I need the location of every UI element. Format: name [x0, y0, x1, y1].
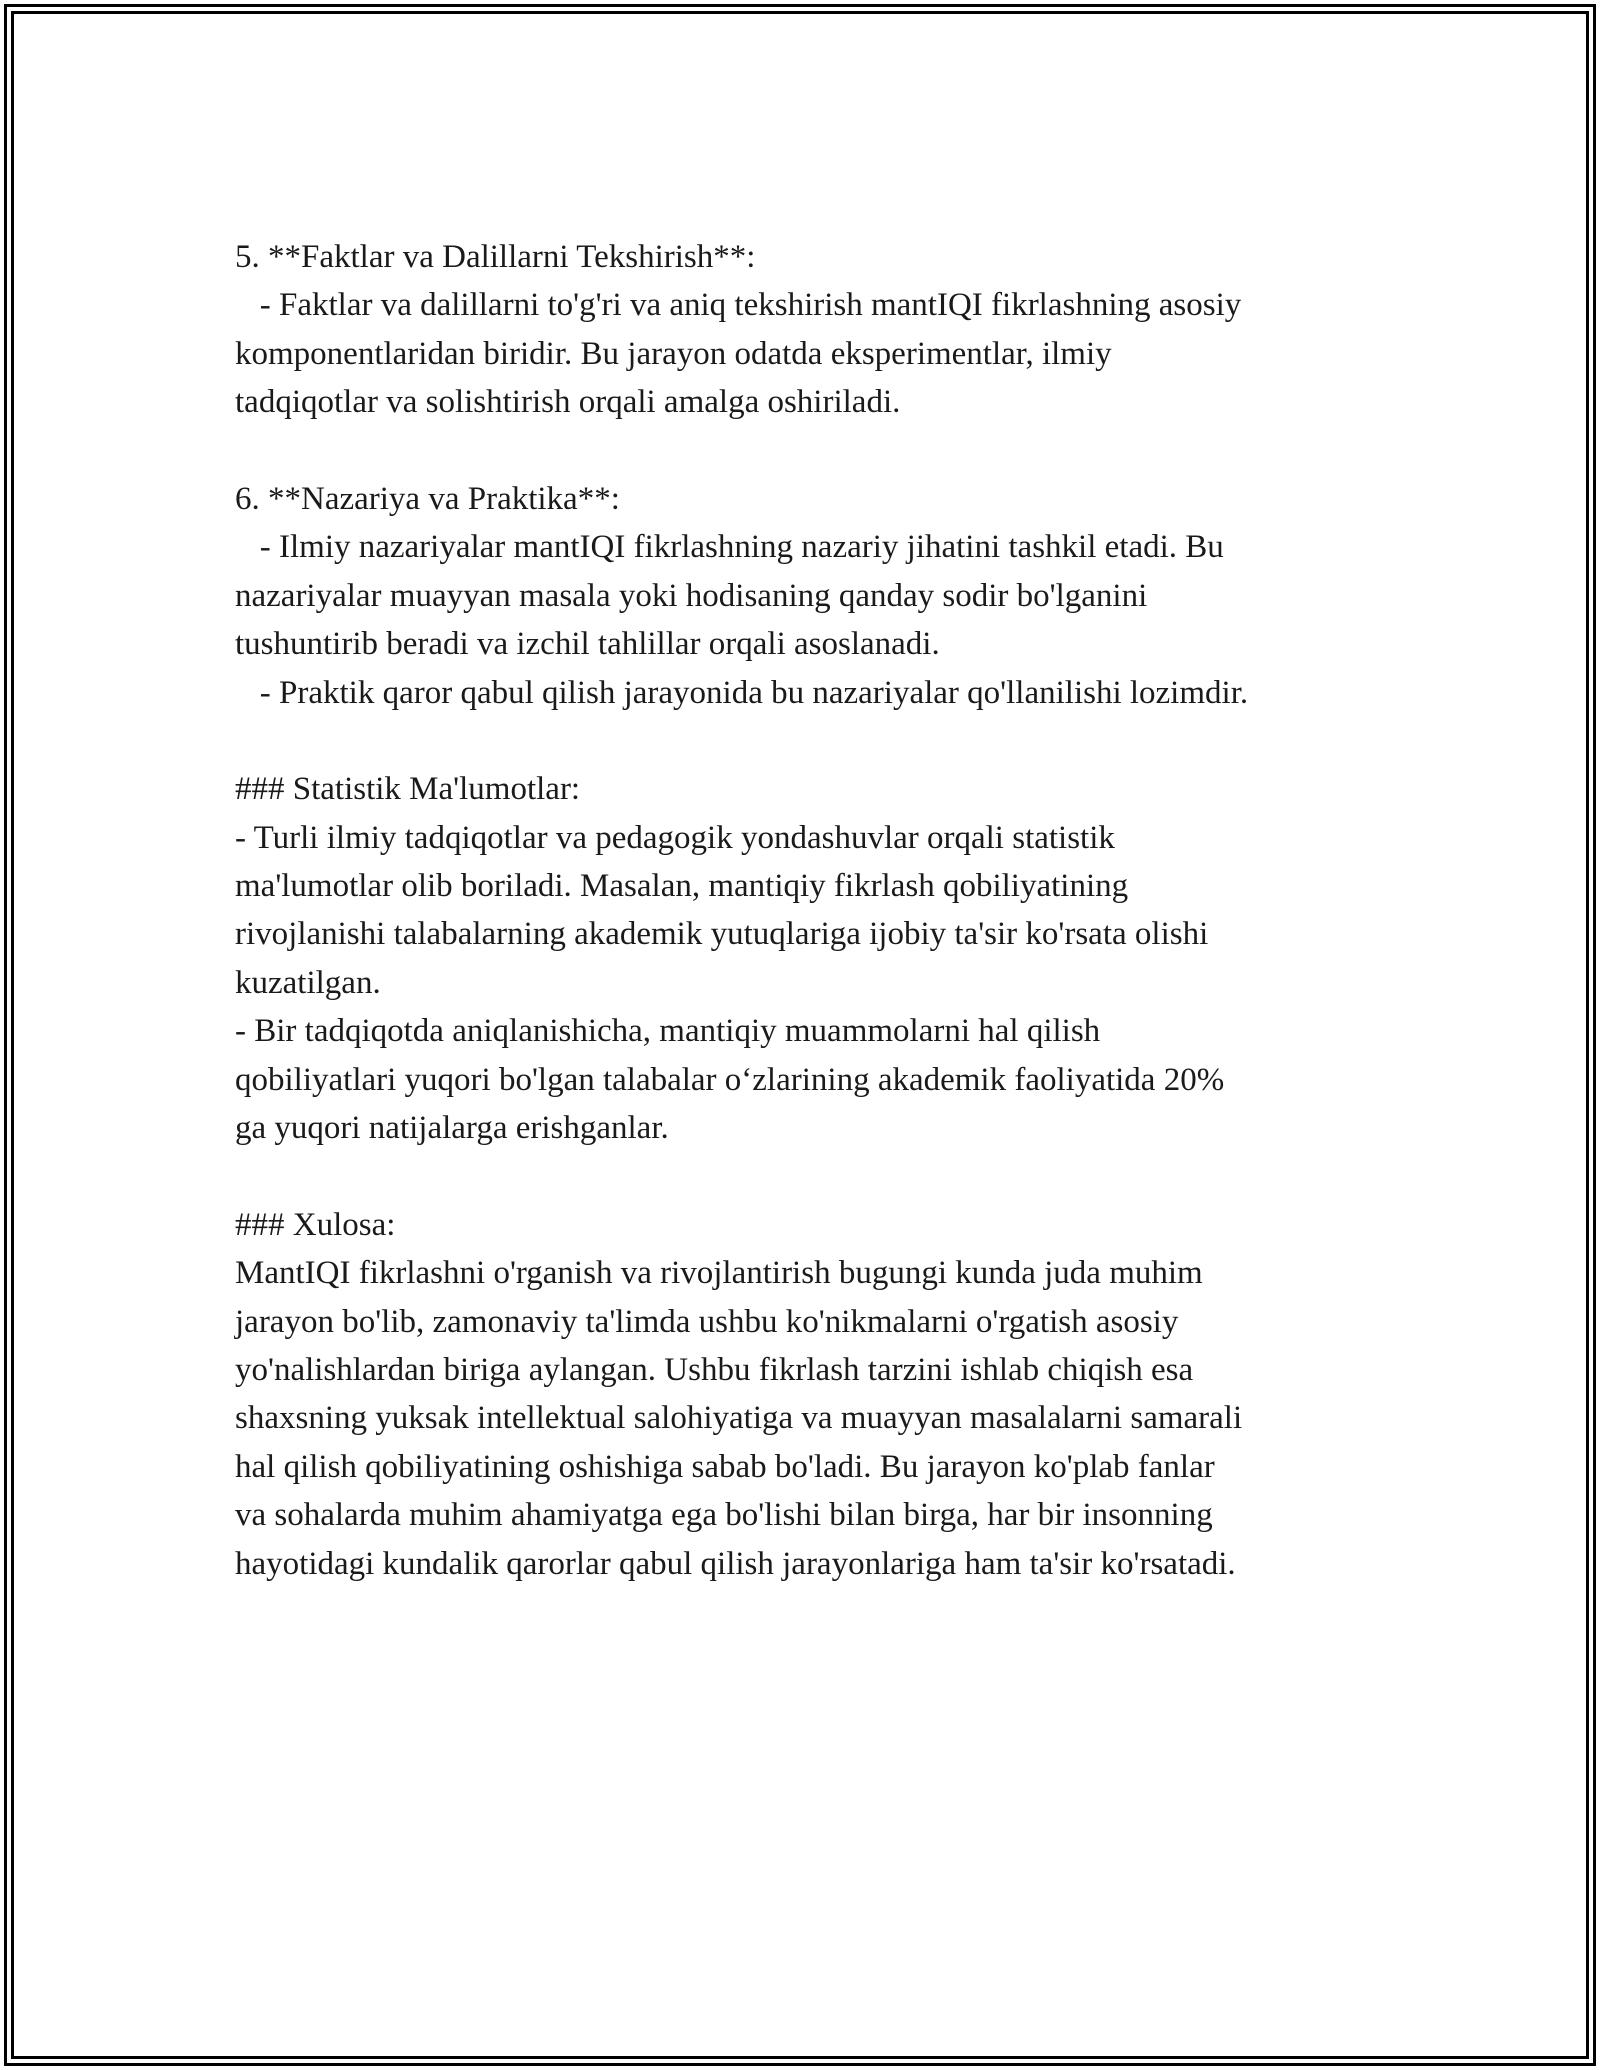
document-body: [235, 233, 1415, 1588]
conclusion-text-line: hal qilish qobiliyatining oshishiga sabab bo'ladi. Bu jarayon ko'plab fanlar: [235, 1448, 1215, 1485]
statistics-bullet-line: - Turli ilmiy tadqiqotlar va pedagogik yondashuvlar orqali statistik: [235, 819, 1115, 856]
statistics-text-line: rivojlanishi talabalarning akademik yutuqlariga ijobiy ta'sir ko'rsata olishi: [235, 916, 1209, 953]
statistics-heading: ### Statistik Ma'lumotlar:: [235, 771, 581, 808]
blank-line: [235, 427, 1415, 475]
conclusion-text-line: MantIQI fikrlashni o'rganish va rivojlantirish bugungi kunda juda muhim: [235, 1255, 1203, 1292]
section-5-bullet-line: - Faktlar va dalillarni to'g'ri va aniq tekshirish mantIQI fikrlashning asosiy: [235, 287, 1242, 324]
statistics-text-line: qobiliyatlari yuqori bo'lgan talabalar o‘zlarining akademik faoliyatida 20%: [235, 1061, 1225, 1098]
section-6-text-line: nazariyalar muayyan masala yoki hodisaning qanday sodir bo'lganini: [235, 577, 1148, 614]
conclusion-text-line: jarayon bo'lib, zamonaviy ta'limda ushbu ko'nikmalarni o'rgatish asosiy: [235, 1303, 1179, 1340]
section-6-text-line: tushuntirib beradi va izchil tahlillar orqali asoslanadi.: [235, 626, 940, 663]
statistics-text-line: kuzatilgan.: [235, 964, 381, 1001]
section-5-text-line: tadqiqotlar va solishtirish orqali amalga oshiriladi.: [235, 384, 901, 421]
blank-line: [235, 717, 1415, 765]
statistics-text-line: ma'lumotlar olib boriladi. Masalan, mantiqiy fikrlash qobiliyatining: [235, 868, 1129, 905]
section-5-heading: 5. **Faktlar va Dalillarni Tekshirish**:: [235, 239, 756, 275]
conclusion-text-line: shaxsning yuksak intellektual salohiyatiga va muayyan masalalarni samarali: [235, 1400, 1243, 1437]
section-6-heading: 6. **Nazariya va Praktika**:: [235, 480, 620, 517]
section-6-bullet-line: - Praktik qaror qabul qilish jarayonida bu nazariyalar qo'llanilishi lozimdir.: [235, 674, 1249, 711]
statistics-bullet-line: - Bir tadqiqotda aniqlanishicha, mantiqiy muammolarni hal qilish: [235, 1013, 1101, 1050]
section-6-bullet-line: - Ilmiy nazariyalar mantIQI fikrlashning nazariy jihatini tashkil etadi. Bu: [235, 529, 1224, 566]
conclusion-heading: ### Xulosa:: [235, 1206, 396, 1243]
statistics-text-line: ga yuqori natijalarga erishganlar.: [235, 1110, 669, 1147]
section-5-text-line: komponentlaridan biridir. Bu jarayon odatda eksperimentlar, ilmiy: [235, 335, 1112, 372]
blank-line: [235, 1152, 1415, 1200]
conclusion-text-line: hayotidagi kundalik qarorlar qabul qilish jarayonlariga ham ta'sir ko'rsatadi.: [235, 1545, 1236, 1582]
conclusion-text-line: yo'nalishlardan biriga aylangan. Ushbu fikrlash tarzini ishlab chiqish esa: [235, 1351, 1194, 1388]
conclusion-text-line: va sohalarda muhim ahamiyatga ega bo'lishi bilan birga, har bir insonning: [235, 1497, 1213, 1534]
